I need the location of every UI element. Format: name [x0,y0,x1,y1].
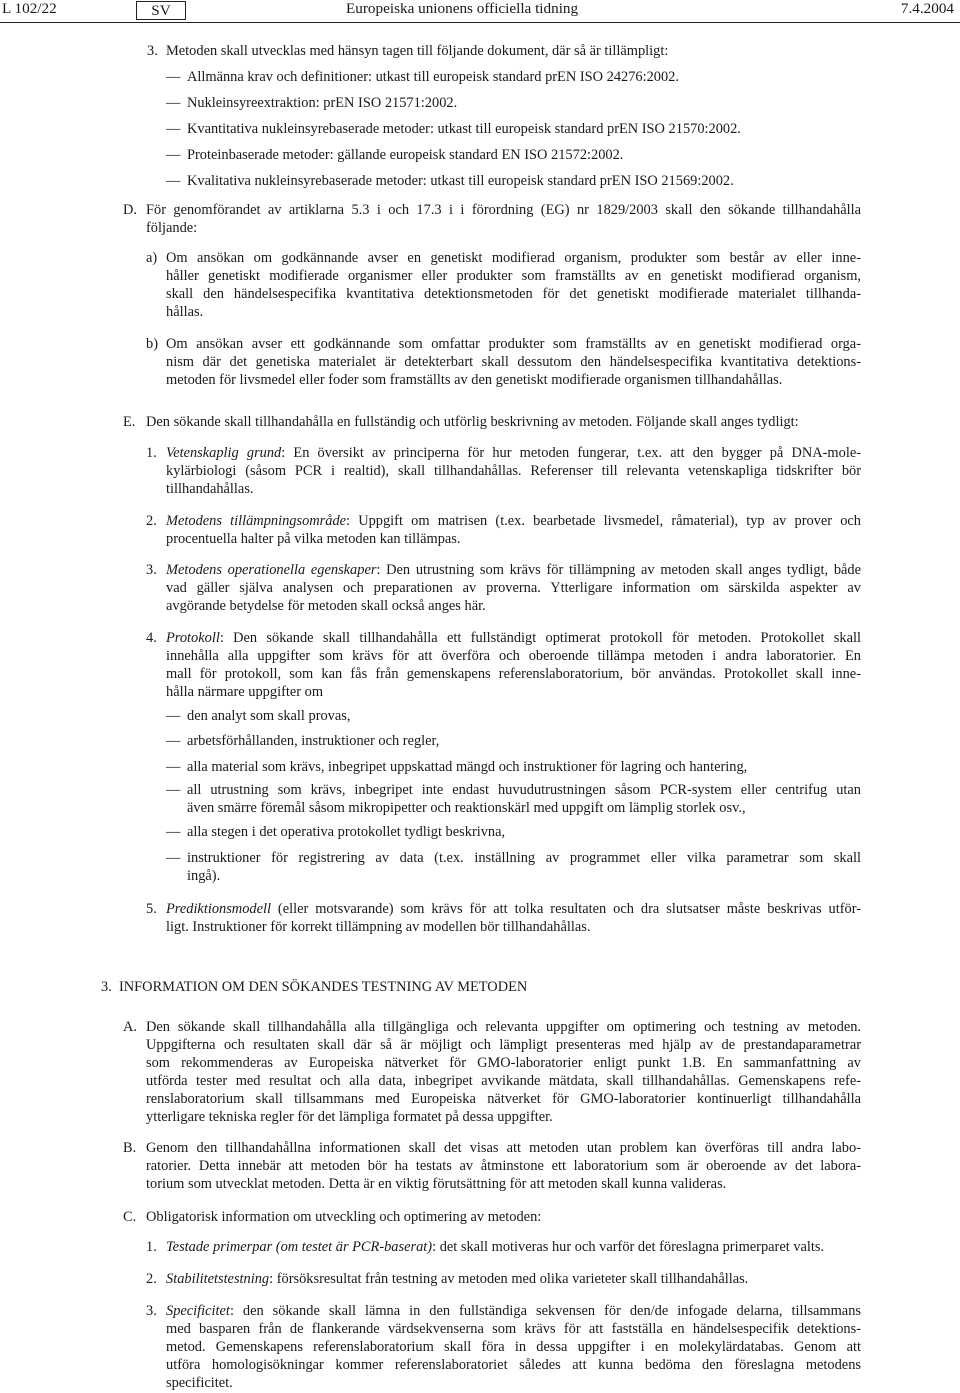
sE-item1-term: Vetenskaplig grund [166,445,282,461]
dash-mark: — [166,824,181,840]
sE-item3-term: Metodens operationella egenskaper [166,562,377,578]
sC-item-number: 1. [146,1239,157,1255]
sB-label: B. [123,1140,137,1156]
sA-line: Uppgifterna och resultaten skall där så är möjligt och lämpligt presenteras med hjälp av de prestandaparametrar [146,1037,861,1053]
sD-a-label: a) [146,250,158,266]
protocol-dash-item: instruktioner för registrering av data (t.ex. inställning av programmet eller vilka parametrar som skall [187,850,861,866]
sE-item-number: 1. [146,445,157,461]
sC-item3-line: Specificitet: den sökande skall lämna in den fullständiga sekvensen för den/de infogade delarna, tillsammans [166,1303,861,1319]
sD-label: D. [123,202,137,218]
sE-item-number: 4. [146,630,157,646]
sE-item3-line: Metodens operationella egenskaper: Den utrustning som krävs för tillämpning av metoden skall anges tydligt, både [166,562,861,578]
sC-item-number: 2. [146,1271,157,1287]
s3-number: 3. [147,43,158,59]
s3-dash-item: Nukleinsyreextraktion: prEN ISO 21571:2002. [187,95,458,111]
sE-item-number: 3. [146,562,157,578]
sE-item4-line: innehålla alla uppgifter som krävs för att överföra och oberoende tillämpa metoden i andra laboratorier. En [166,648,861,664]
sD-line: följande: [146,220,198,236]
sE-item3-line: vad gäller själva analysen och preparationen av proverna. Ytterligare information om särskilda aspekter av [166,580,861,596]
sD-a-line: hållas. [166,304,204,320]
sC-text: Obligatorisk information om utveckling och optimering av metoden: [146,1209,542,1225]
sE-label: E. [123,414,136,430]
section-heading: 3. INFORMATION OM DEN SÖKANDES TESTNING AV METODEN [101,979,528,995]
sE-item1-line: Vetenskaplig grund: En översikt av principerna för hur metoden fungerar, t.ex. att den bygger på DNA-mole- [166,445,862,461]
protocol-dash-item: alla stegen i det operativa protokollet tydligt beskrivna, [187,824,506,840]
sE-item4-line: hålla närmare uppgifter om [166,684,324,700]
sC-item3-line: specificitet. [166,1375,233,1391]
sE-item5-line: Prediktionsmodell (eller motsvarande) som krävs för att tolka resultaten och dra slutsatser måste beskrivas utför- [166,901,861,917]
sE-item1-line: kylärbiologi (såsom PCR i realtid), skall tillhandahållas. Referenser till relevanta vetenskapliga tidskrifter bör [166,463,861,479]
dash-mark: — [166,147,181,163]
issue-date: 7.4.2004 [900,0,954,17]
sE-item5-line: ligt. Instruktioner för korrekt tillämpning av modellen bör tillhandahållas. [166,919,591,935]
dash-mark: — [166,708,181,724]
sE-item5-term: Prediktionsmodell [166,901,271,917]
page-reference: L 102/22 [2,0,57,17]
sC-label: C. [123,1209,137,1225]
sD-a-line: skall den händelsespecifika kvantitativa detektionsmetoden för det genetiskt modifierade materialet tillhanda- [166,286,861,302]
protocol-dash-item: alla material som krävs, inbegripet uppskattad mängd och instruktioner för lagring och hantering, [187,759,748,775]
dash-mark: — [166,121,181,137]
language-badge: SV [136,1,186,20]
sE-item4-line: Protokoll: Den sökande skall tillhandahålla ett fullständigt optimerat protokoll för metoden. Protokollet skall [166,630,861,646]
sE-item2-line: Metodens tillämpningsområde: Uppgift om matrisen (t.ex. bearbetade livsmedel, råmaterial), typ av prover och [166,513,861,529]
journal-title: Europeiska unionens officiella tidning [346,0,579,17]
sA-line: Den sökande skall tillhandahålla alla tillgängliga och relevanta uppgifter om optimering och testning av metoden. [146,1019,861,1035]
dash-mark: — [166,95,181,111]
sC-item3-line: metod. Gemenskapens referenslaboratorium skall föra in dessa uppgifter i en molekylärdatabas. Genom att [166,1339,861,1355]
sD-b-label: b) [146,336,158,352]
sD-b-line: metoden för livsmedel eller foder som framställts av den genetiskt modifierade organismen tillhandahållas. [166,372,783,388]
sE-item-number: 5. [146,901,157,917]
protocol-dash-item: arbetsförhållanden, instruktioner och regler, [187,733,440,749]
dash-mark: — [166,173,181,189]
header-rule [0,22,960,23]
sC-item1-line: Testade primerpar (om testet är PCR-baserat): det skall motiveras hur och varför det föreslagna primerparet valts. [166,1239,825,1255]
sE-item4-line: mall för protokoll, som kan fås från gemenskapens referenslaboratorium, bör användas. Protokollet skall inne- [166,666,861,682]
sD-b-line: nism där det genetiska materialet är detekterbart skall dessutom den händelsespecifika kvantitativa detektions- [166,354,861,370]
sA-label: A. [123,1019,137,1035]
sA-line: renslaboratorium skall tillsammans med Europeiska nätverket för GMO-laboratorier kontinuerligt tillhandahålla [146,1091,861,1107]
dash-mark: — [166,69,181,85]
sC-item3-term: Specificitet [166,1303,230,1319]
sE-item2-term: Metodens tillämpningsområde [166,513,347,529]
dash-mark: — [166,782,181,798]
sA-line: som rekommenderas av Europeiska nätverket för GMO-laboratorier enligt punkt 1.B. En sammanfattning av [146,1055,861,1071]
s3-dash-item: Kvalitativa nukleinsyrebaserade metoder: utkast till europeisk standard prEN ISO 21569:2002. [187,173,734,189]
protocol-dash-item: den analyt som skall provas, [187,708,351,724]
sE-text: Den sökande skall tillhandahålla en fullständig och utförlig beskrivning av metoden. Följande skall anges tydligt: [146,414,799,430]
sE-item1-line: tillhandahållas. [166,481,254,497]
sB-line: Genom den tillhandahållna informationen skall det visas att metoden utan problem kan överföras till andra labo- [146,1140,861,1156]
dash-mark: — [166,759,181,775]
sC-item3-line: utföra homologisökningar kommer referenslaboratoriet således att kunna bedöma den föreslagna metodens [166,1357,861,1373]
sB-line: torium som utvecklat metoden. Detta är en viktig förutsättning för att metoden skall kunna valideras. [146,1176,727,1192]
sB-line: ratorier. Detta innebär att metoden bör ha testats av åtminstone ett laboratorium som är oberoende av det labora- [146,1158,861,1174]
protocol-dash-item: ingå). [187,868,221,884]
protocol-dash-item: all utrustning som krävs, inbegripet inte endast huvudutrustningen såsom PCR-system eller centrifug utan [187,782,861,798]
sC-item2-line: Stabilitetstestning: försöksresultat från testning av metoden med olika varieteter skall tillhandahållas. [166,1271,749,1287]
sD-line: För genomförandet av artiklarna 5.3 i och 17.3 i i förordning (EG) nr 1829/2003 skall den sökande tillhandahålla [146,202,861,218]
sD-a-line: Om ansökan om godkännande avser en genetiskt modifierad organism, produkter som består av eller inne- [166,250,861,266]
sE-item4-term: Protokoll [166,630,220,646]
sC-item2-term: Stabilitetstestning [166,1271,270,1287]
dash-mark: — [166,733,181,749]
sC-item3-line: med basparen från de flankerande värdsekvenserna som krävs för att fastställa en händelsespecifik detektions- [166,1321,861,1337]
protocol-dash-item: även smärre föremål såsom mikropipetter och reaktionskärl med uppgift om lämplig storlek osv., [187,800,746,816]
sE-item3-line: avgörande betydelse för metoden skall också anges här. [166,598,486,614]
sD-b-line: Om ansökan avser ett godkännande som omfattar produkter som framställts av en genetiskt modifierad orga- [166,336,861,352]
s3-text: Metoden skall utvecklas med hänsyn tagen till följande dokument, där så är tillämpligt: [166,43,669,59]
dash-mark: — [166,850,181,866]
sC-item-number: 3. [146,1303,157,1319]
s3-dash-item: Kvantitativa nukleinsyrebaserade metoder: utkast till europeisk standard prEN ISO 21570:2002. [187,121,741,137]
sE-item-number: 2. [146,513,157,529]
sD-a-line: håller genetiskt modifierade organismer eller produkter som framställts av en genetiskt modifierad organism, [166,268,861,284]
sA-line: utförda tester med resultat och alla data, inbegripet avvikande mätdata, skall tillhandahållas. Gemenskapens refe- [146,1073,861,1089]
sC-item1-term: Testade primerpar (om testet är PCR-baserat) [166,1239,433,1255]
s3-dash-item: Proteinbaserade metoder: gällande europeisk standard EN ISO 21572:2002. [187,147,624,163]
s3-dash-item: Allmänna krav och definitioner: utkast till europeisk standard prEN ISO 24276:2002. [187,69,679,85]
sA-line: ytterligare tekniska regler för det lämpliga formatet på dessa uppgifter. [146,1109,553,1125]
page-header [0,0,960,22]
sE-item2-line: procentuella halter på vilka metoden kan tillämpas. [166,531,461,547]
